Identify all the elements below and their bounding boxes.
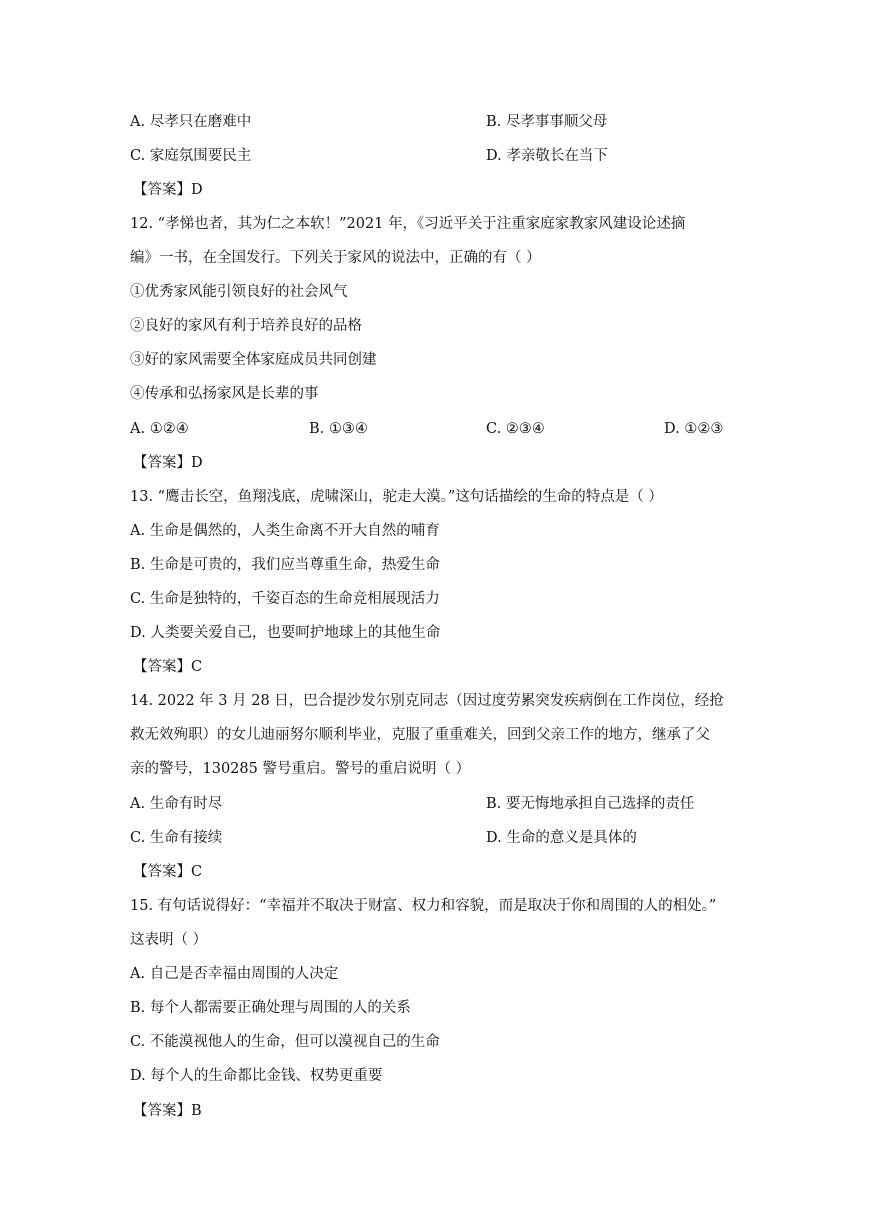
q12-answer: 【答案】D	[133, 455, 203, 471]
q12-statement-4: ④传承和弘扬家风是长辈的事	[130, 386, 319, 402]
q12-stem-line1: 12. “孝悌也者，其为仁之本软！”2021 年，《习近平关于注重家庭家教家风建设论述摘	[130, 216, 686, 232]
q15-option-d: D. 每个人的生命都比金钱、权势更重要	[130, 1068, 383, 1084]
q12-option-d: D. ①②③	[664, 421, 724, 437]
q12-option-a: A. ①②④	[130, 421, 189, 437]
q11-option-a: A. 尽孝只在磨难中	[130, 114, 252, 130]
q15-option-c: C. 不能漠视他人的生命，但可以漠视自己的生命	[130, 1034, 440, 1050]
q14-option-d: D. 生命的意义是具体的	[486, 830, 637, 846]
q11-option-b: B. 尽孝事事顺父母	[486, 114, 608, 130]
q14-stem-line1: 14. 2022 年 3 月 28 日，巴合提沙发尔别克同志（因过度劳累突发疾病倒在工作岗位，经抢	[130, 693, 724, 709]
q12-option-b: B. ①③④	[309, 421, 368, 437]
q12-stem-line2: 编》一书，在全国发行。下列关于家风的说法中，正确的有（ ）	[130, 250, 541, 266]
q13-option-b: B. 生命是可贵的，我们应当尊重生命，热爱生命	[130, 557, 440, 573]
q14-option-c: C. 生命有接续	[130, 830, 223, 846]
q12-option-c: C. ②③④	[486, 421, 545, 437]
q15-answer: 【答案】B	[133, 1103, 202, 1119]
q14-option-b: B. 要无悔地承担自己选择的责任	[486, 796, 695, 812]
q12-statement-2: ②良好的家风有利于培养良好的品格	[130, 318, 362, 334]
q11-option-c: C. 家庭氛围要民主	[130, 148, 252, 164]
q13-stem: 13. “鹰击长空，鱼翔浅底，虎啸深山，驼走大漠。”这句话描绘的生命的特点是（ ）	[130, 489, 663, 505]
q13-option-a: A. 生命是偶然的，人类生命离不开大自然的哺育	[130, 523, 440, 539]
q13-option-d: D. 人类要关爱自己，也要呵护地球上的其他生命	[130, 625, 441, 641]
q12-statement-3: ③好的家风需要全体家庭成员共同创建	[130, 352, 377, 368]
q14-stem-line2: 救无效殉职）的女儿迪丽努尔顺利毕业，克服了重重难关，回到父亲工作的地方，继承了父	[130, 727, 710, 743]
q13-answer: 【答案】C	[133, 659, 203, 675]
q11-answer: 【答案】D	[133, 182, 203, 198]
q14-answer: 【答案】C	[133, 864, 203, 880]
q14-stem-line3: 亲的警号，130285 警号重启。警号的重启说明（ ）	[130, 761, 471, 777]
q11-option-d: D. 孝亲敬长在当下	[486, 148, 608, 164]
q15-stem-line2: 这表明（ ）	[130, 932, 208, 948]
q15-option-b: B. 每个人都需要正确处理与周围的人的关系	[130, 1000, 411, 1016]
q15-option-a: A. 自己是否幸福由周围的人决定	[130, 966, 339, 982]
q14-option-a: A. 生命有时尽	[130, 796, 223, 812]
q15-stem-line1: 15. 有句话说得好：“幸福并不取决于财富、权力和容貌，而是取决于你和周围的人的相处。”	[130, 898, 717, 914]
q12-statement-1: ①优秀家风能引领良好的社会风气	[130, 284, 348, 300]
q13-option-c: C. 生命是独特的，千姿百态的生命竞相展现活力	[130, 591, 440, 607]
